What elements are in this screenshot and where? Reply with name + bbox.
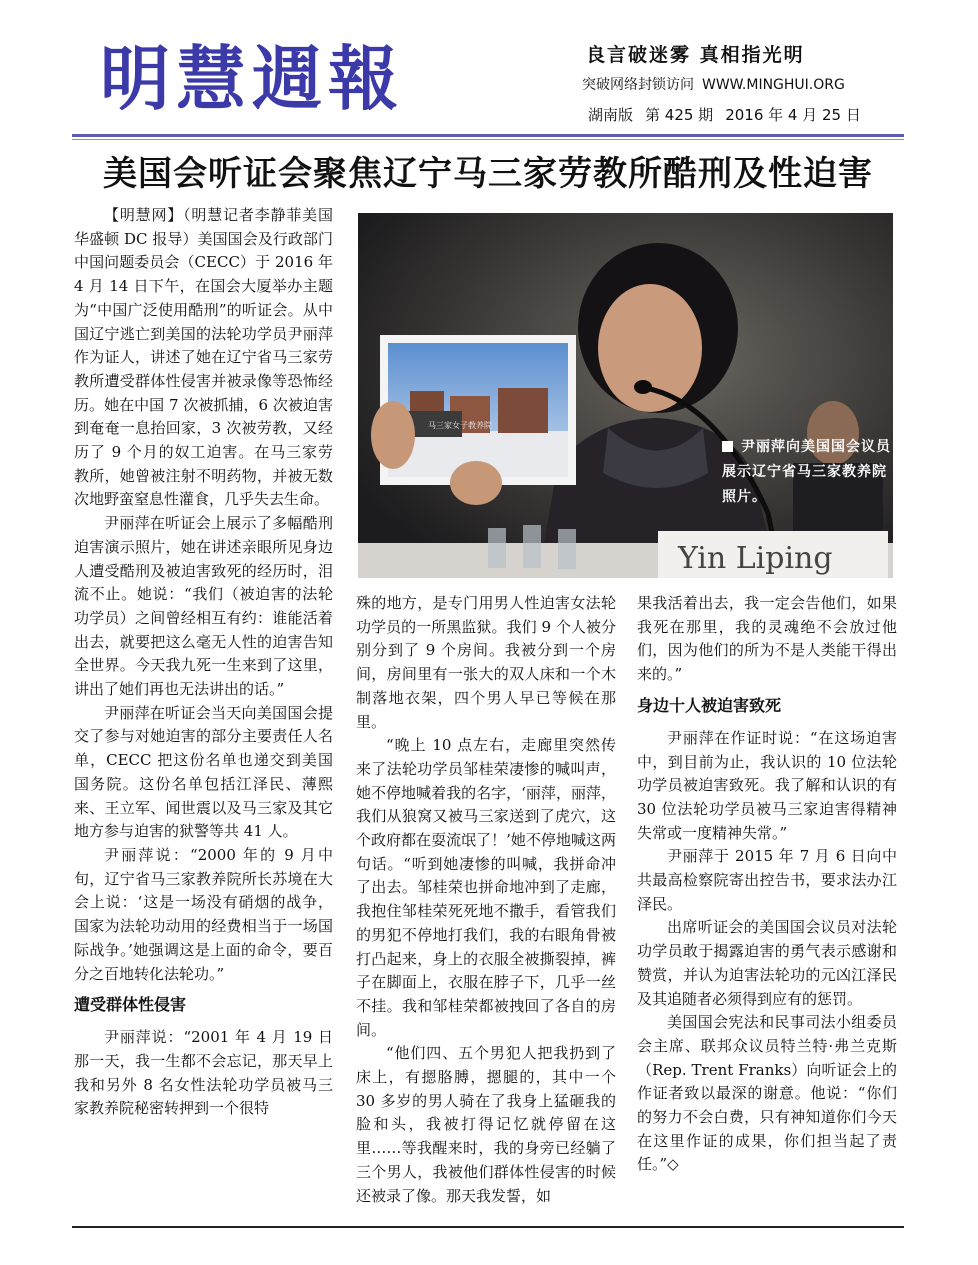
masthead-divider-thin <box>72 139 904 140</box>
paragraph: 尹丽萍说：“2000 年的 9 月中旬，辽宁省马三家教养院所长苏境在大会上说：‘这是一场没有硝烟的战争，国家为法轮功动用的经费相当于一场国际战争。’她强调这是上面的命令，要百分之百地转化法轮功。” <box>74 845 333 983</box>
held-photo-sign: 马三家女子教养院 <box>428 421 492 430</box>
page-bottom-rule <box>72 1226 904 1228</box>
paragraph: 尹丽萍于 2015 年 7 月 6 日向中共最高检察院寄出控告书，要求法办江泽民。 <box>637 847 897 913</box>
paragraph: 出席听证会的美国国会议员对法轮功学员敢于揭露迫害的勇气表示感谢和赞赏，并认为迫害法轮功的元凶江泽民及其追随者必须得到应有的惩罚。 <box>637 918 897 1008</box>
photo-caption <box>722 435 892 510</box>
column-1 <box>74 204 333 1121</box>
paragraph: “晚上 10 点左右，走廊里突然传来了法轮功学员邹桂荣凄惨的喊叫声，她不停地喊着我的名字，‘丽萍，丽萍，我们从狼窝又被马三家送到了虎穴，这个政府都在耍流氓了！’她不停地喊这两句话。“听到她凄惨的叫喊，我拼命冲了出去。邹桂荣也拼命地冲到了走廊，我抱住邹桂荣死死地不撒手，看管我们的男犯不停地打我们，我的右眼角骨被打凸起来，身上的衣服全被撕裂掉，裤子在脚面上，衣服在脖子下，几乎一丝不挂。我和邹桂荣都被拽回了各自的房间。 <box>356 736 616 1039</box>
web-access-label: 突破网络封锁访问 <box>582 77 694 93</box>
nameplate-text: Yin Liping <box>678 541 833 576</box>
paragraph: 果我活着出去，我一定会告他们，如果我死在那里，我的灵魂绝不会放过他们，因为他们的所为不是人类能干得出来的。” <box>637 594 897 684</box>
newspaper-logo: 明慧週報 <box>100 37 404 120</box>
caption-square-icon <box>722 441 733 452</box>
paragraph: 美国国会宪法和民事司法小组委员会主席、联邦众议员特兰特·弗兰克斯（Rep. Trent Franks）向听证会上的作证者致以最深的谢意。他说：“你们的努力不会白费，只有神知道你们今天在这里作证的成果，你们担当起了责任。”◇ <box>637 1013 897 1174</box>
paragraph: 尹丽萍说：“2001 年 4 月 19 日那一天，我一生都不会忘记，那天早上我和另外 8 名女性法轮功学员被马三家教养院秘密转押到一个很特 <box>74 1028 333 1118</box>
paragraph: “他们四、五个男犯人把我扔到了床上，有摁胳膊，摁腿的，其中一个 30 多岁的男人骑在了我身上猛砸我的脸和头，我被打得记忆就停留在这里……等我醒来时，我的身旁已经躺了三个男人，我被他们群体性侵害的时候还被录了像。那天我发誓，如 <box>356 1044 616 1205</box>
masthead <box>0 0 978 140</box>
edition-label: 湖南版 <box>588 106 634 124</box>
article-photo <box>358 213 893 578</box>
section-heading: 身边十人被迫害致死 <box>637 695 782 715</box>
paragraph: 【明慧网】（明慧记者李静菲美国华盛顿 DC 报导）美国国会及行政部门中国问题委员会（CECC）于 2016 年 4 月 14 日下午，在国会大厦举办主题为“中国广泛使用酷刑”的听证会。从中国辽宁逃亡到美国的法轮功学员尹丽萍作为证人，讲述了她在辽宁省马三家劳教所遭受群体性侵害并被录像等恐怖经历。她在中国 7 次被抓捕，6 次被迫害到奄奄一息抬回家，3 次被劳教，又经历了 9 个月的奴工迫害。在马三家劳教所，她曾被注射不明药物，并被无数次地野蛮窒息性灌食，几乎失去生命。 <box>74 206 333 509</box>
column-3 <box>637 592 897 1177</box>
paragraph: 殊的地方，是专门用男人性迫害女法轮功学员的一所黑监狱。我们 9 个人被分别分到了 9 个房间。我被分到一个房间，房间里有一张大的双人床和一个木制落地衣架，四个男人早已等候在那里。 <box>356 594 616 731</box>
slogan: 良言破迷雾 真相指光明 <box>586 44 805 66</box>
paragraph: 尹丽萍在听证会当天向美国国会提交了参与对她迫害的部分主要责任人名单，CECC 把这份名单也递交到美国国务院。这份名单包括江泽民、薄熙来、王立军、闻世震以及马三家及其它地方参与迫害的狱警等共 41 人。 <box>74 703 333 841</box>
paragraph: 尹丽萍在作证时说：“在这场迫害中，到目前为止，我认识的 10 位法轮功学员被迫害致死。我了解和认识的有 30 位法轮功学员被马三家迫害得精神失常或一度精神失常。” <box>637 728 897 842</box>
masthead-divider <box>72 134 904 137</box>
paragraph: 尹丽萍在听证会上展示了多幅酷刑迫害演示照片，她在讲述亲眼所见身边人遭受酷刑及被迫害致死的经历时，泪流不止。她说：“我们（被迫害的法轮功学员）之间曾经相互有约：谁能活着出去，就要把这么毫无人性的迫害告知全世界。今天我九死一生来到了这里，讲出了她们再也无法讲出的话。” <box>74 514 333 699</box>
website-url[interactable]: WWW.MINGHUI.ORG <box>702 77 845 93</box>
hearing-photo-illustration <box>358 213 893 578</box>
column-2 <box>356 592 616 1208</box>
photo-caption-text: 尹丽萍向美国国会议员展示辽宁省马三家教养院照片。 <box>722 439 891 505</box>
web-access-line <box>582 74 845 94</box>
section-heading: 遭受群体性侵害 <box>74 995 187 1015</box>
issue-date: 2016 年 4 月 25 日 <box>725 106 861 124</box>
article-headline: 美国会听证会聚焦辽宁马三家劳教所酷刑及性迫害 <box>103 154 873 194</box>
issue-info <box>588 104 873 125</box>
issue-number: 第 425 期 <box>645 106 714 124</box>
